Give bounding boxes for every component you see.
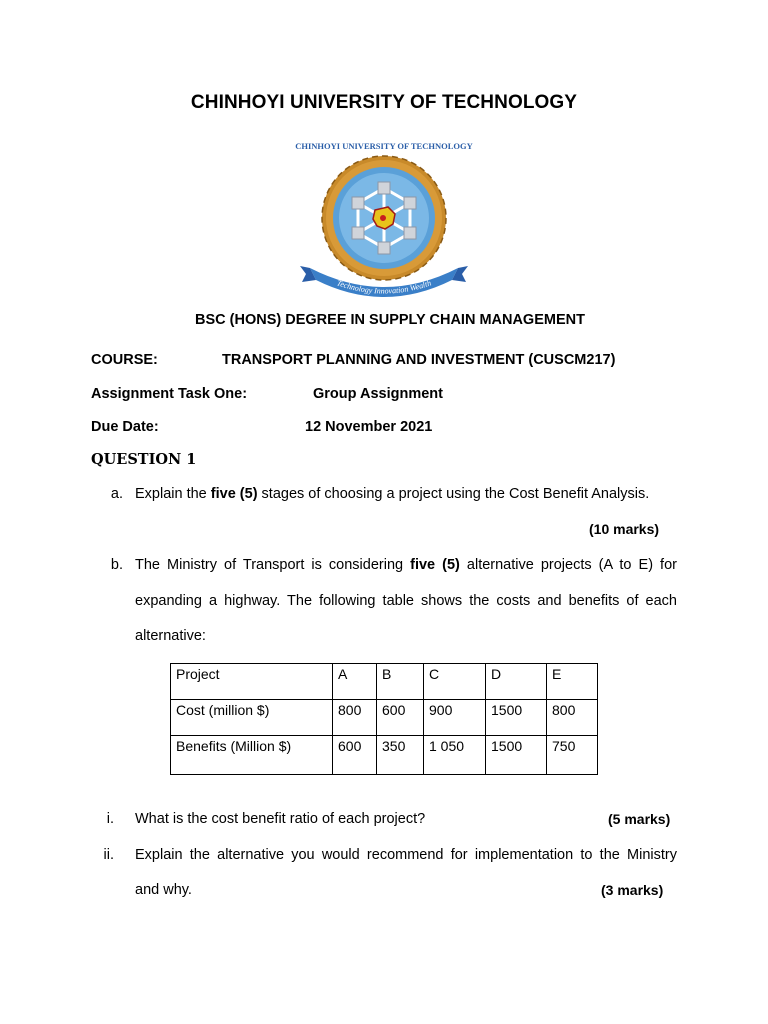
course-label: COURSE: — [91, 352, 158, 368]
item-ii-line1: Explain the alternative you would recommend for implementation to the Ministry — [135, 847, 677, 863]
table-cell: 350 — [377, 736, 424, 775]
item-i-marks: (5 marks) — [608, 811, 671, 827]
cost-benefit-table — [170, 663, 598, 775]
table-cell: 1500 — [486, 736, 547, 775]
university-title: CHINHOYI UNIVERSITY OF TECHNOLOGY — [190, 92, 578, 113]
table-cell: 900 — [424, 700, 486, 736]
degree-title: BSC (HONS) DEGREE IN SUPPLY CHAIN MANAGEMENT — [195, 312, 585, 328]
logo-motto: Technology Innovation Wealth — [335, 278, 433, 296]
item-ii-marks: (3 marks) — [601, 882, 664, 898]
due-date-label: Due Date: — [91, 419, 159, 435]
table-header-row — [171, 664, 598, 700]
assignment-label: Assignment Task One: — [91, 386, 248, 402]
item-b-line2: expanding a highway. The following table shows the costs and benefits of each — [135, 593, 677, 609]
university-logo — [292, 138, 476, 298]
item-a-text: Explain the five (5) stages of choosing a project using the Cost Benefit Analysis. — [135, 486, 650, 502]
table-header-cell: Project — [171, 664, 333, 700]
item-b-line1: The Ministry of Transport is considering five (5) alternative projects (A to E) for — [135, 557, 677, 573]
table-cell: 800 — [333, 700, 377, 736]
item-ii-line2: and why. — [135, 882, 192, 898]
table-cell: 600 — [333, 736, 377, 775]
item-b-marker: b. — [110, 557, 123, 573]
table-cell: 800 — [547, 700, 598, 736]
table-header-cell: E — [547, 664, 598, 700]
table-cell: 750 — [547, 736, 598, 775]
table-cell: 1500 — [486, 700, 547, 736]
svg-text:Technology Innovation Wealth — [336, 278, 433, 295]
table-row — [171, 736, 598, 775]
table-cell: Cost (million $) — [171, 700, 333, 736]
logo-top-text: CHINHOYI UNIVERSITY OF TECHNOLOGY — [295, 141, 473, 151]
table-cell: 1 050 — [424, 736, 486, 775]
due-date-value: 12 November 2021 — [305, 419, 433, 435]
item-ii-marker: ii. — [103, 847, 114, 863]
table-row — [171, 700, 598, 736]
table-header-cell: C — [424, 664, 486, 700]
item-i-marker: i. — [106, 811, 114, 827]
table-header-cell: A — [333, 664, 377, 700]
item-a-marks: (10 marks) — [589, 521, 660, 537]
table-cell: 600 — [377, 700, 424, 736]
table-header-cell: D — [486, 664, 547, 700]
item-i-text: What is the cost benefit ratio of each project? — [135, 811, 426, 827]
item-a-marker: a. — [110, 486, 123, 502]
table-cell: Benefits (Million $) — [171, 736, 333, 775]
table-header-cell: B — [377, 664, 424, 700]
question-heading: QUESTION 1 — [91, 451, 197, 468]
item-b-line3: alternative: — [135, 628, 206, 644]
assignment-value: Group Assignment — [313, 386, 443, 402]
course-value: TRANSPORT PLANNING AND INVESTMENT (CUSCM217) — [222, 352, 616, 368]
